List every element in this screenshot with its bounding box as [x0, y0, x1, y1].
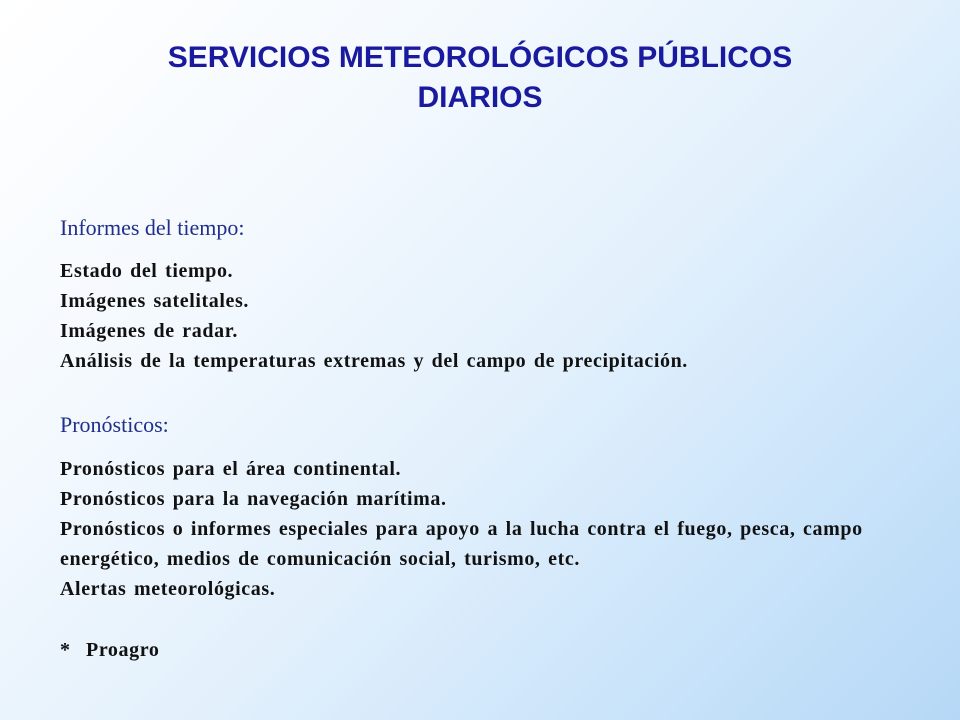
section-heading-informes: Informes del tiempo:: [60, 215, 245, 240]
list-item: Imágenes de radar.: [60, 320, 238, 342]
footnote-text: Proagro: [86, 639, 160, 661]
slide-title-line-1: SERVICIOS METEOROLÓGICOS PÚBLICOS: [167, 41, 793, 74]
list-item: Pronósticos para la navegación marítima.: [60, 488, 447, 510]
informes-list: [60, 256, 920, 376]
slide-title-line-2: DIARIOS: [417, 81, 543, 114]
list-item: Estado del tiempo.: [60, 260, 234, 282]
section-heading-pronosticos: Pronósticos:: [60, 412, 169, 437]
footnote-marker: *: [60, 639, 71, 661]
list-item: Pronósticos o informes especiales para apoyo a la lucha contra el fuego, pesca, campo energético, medios de comunicación social, turismo, etc.: [60, 518, 863, 570]
list-item: Análisis de la temperaturas extremas y del campo de precipitación.: [60, 350, 688, 372]
slide-title: [0, 38, 960, 118]
list-item: Imágenes satelitales.: [60, 290, 250, 312]
list-item: Pronósticos para el área continental.: [60, 458, 402, 480]
list-item: Alertas meteorológicas.: [60, 578, 276, 600]
footnote: [60, 635, 159, 665]
pronosticos-list: [60, 454, 920, 604]
